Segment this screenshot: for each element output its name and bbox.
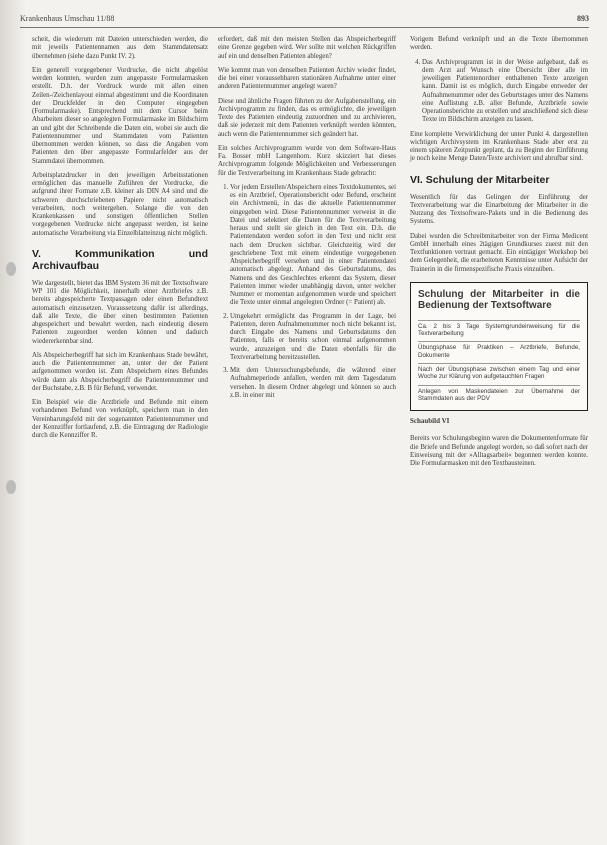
list-item: 1. Vor jedem Erstellen/Abspeichern eines Textdokumentes, sei es ein Arztbrief, Operationsbericht oder Befund, erscheint ein Archivmenü, in das die aktuelle Patientennummer eingegeben wird. Diese Patientennummer verweist in die Datei und selektiert die Daten für die Textverarbeitung heraus und stellt sie gleich in den Text ein. D.h. die Patientendaten werden sofort in den Text und nicht erst nach dem Drucken sichtbar. Gleichzeitig wird der geschriebene Text mit einem eindeutige vorgegebenen Abspeicherbegriff versehen und in einer Patientendatei automatisch abgelegt. Anhand des Geburtsdatums, des Namens und des Geschlechtes erkennt das System, dieser Patienten immer wieder unabhängig davon, unter welcher Nummer er momentan aufgenommen wurde und speichert die Texte unter einmal angelegten Ordner (= Patient) ab. <box>230 184 396 308</box>
column-3 <box>410 36 588 474</box>
journal-title: Krankenhaus Umschau 11/88 <box>20 14 115 23</box>
info-box <box>410 282 588 411</box>
section-heading: V. Kommunikation und Archivaufbau <box>32 247 208 272</box>
page-header <box>20 14 589 28</box>
paragraph: Wesentlich für das Gelingen der Einführung der Textverarbeitung war die Einarbeitung der Mitarbeiter in die Nutzung des Textsoftware-Pakets und in die Bedienung des Systems. <box>410 193 588 226</box>
paragraph: Wie kommt man von denselben Patienten Archiv wieder findet, die bei einer voraussehbaren stationären Aufnahme unter einer anderen Patientennummer angelegt waren? <box>218 66 396 91</box>
section-heading: VI. Schulung der Mitarbeiter <box>410 173 550 186</box>
list-item: 3. Mit dem Untersuchungsbefunde, die während einer Aufnahmeperiode anfallen, werden mit dem Tagesdatum versehen. In diesem Ordner abgelegt und können so auch z.B. in einer mit <box>230 367 396 400</box>
info-box-item: Übungsphase für Praktiken – Arztbriefe, Befunde, Dokumente <box>418 341 580 359</box>
info-box-title: Schulung der Mitarbeiter in die Bedienung der Textsoftware <box>418 288 580 312</box>
figure-caption: Schaubild VI <box>410 417 450 426</box>
header-rule <box>20 27 589 28</box>
paragraph: Bereits vor Schulungsbeginn waren die Dokumentenformate für die Briefe und Befunde angelegt worden, so daß sofort nach der Einweisung mit der »Alltagsarbeit« begonnen werden konnte. Die Formularmasken mit den Textbausteinen. <box>410 435 588 468</box>
numbered-list <box>410 59 588 125</box>
paragraph: Als Abspeicherbegriff hat sich im Krankenhaus Stade bewährt, auch die Patientennummer an, unter der der Patient aufgenommen worden ist. Zum Abspeichern eines Befundes würde dann als Abspeicherbegriff die Patientennummer und der Buchstabe, z.B. B für Befund, verwendet. <box>32 351 208 392</box>
paragraph: Ein generell vorgegebener Vordrucke, die nicht abgelöst werden konnten, wurden zum angepasste Formularmasken erstellt. D.h. der Vordruck wurde mit allen einen Zeilen-/Zeichenlayout einmal abgestimmt und die Koordinaten der Druckfelder in den Computer eingegeben (Formularmaske). Entsprechend mit dem Cursor beim Abarbeiten dieser so angelegten Formularmaske im Bildschirm an und gibt der Schreibende die Daten ein, wobei sie auch die Patientennummer und Stammdaten vom Patienten übernommen werden können, so dass die Angaben vom Patienten den über angepasste Formularfelder aus der Stammdatei übernommen. <box>32 66 208 165</box>
numbered-list <box>218 184 396 400</box>
paragraph: Diese und ähnliche Fragen führten zu der Aufgabenstellung, ein Archivprogramm zu finden, das es ermöglichte, die jeweiligen Texte des Patienten eindeutig zuzuordnen und zu archivieren, daß sie jederzeit mit dem Patienten verknüpft werden könnten, auch wenn die Patientennummer sich geändert hat. <box>218 97 396 138</box>
paragraph: Wie dargestellt, bietet das IBM System 36 mit der Textsoftware WP 101 die Möglichkeit, innerhalb einer Arztbriefes z.B. bereits abgespeicherte Textpassagen oder einen Befundtext automatisch einzusetzen. Voraussetzung dafür ist allerdings, daß alle Texte, die über einen bestimmten Patienten abgespeichert und bewahrt werden, nach eindeutig diesem Patienten zugeordnet werden können und dadurch wiedererkennbar sind. <box>32 279 208 345</box>
info-box-item: Anlegen von Maskendateien zur Übernahme der Stammdaten aus der PDV <box>418 385 580 403</box>
paragraph: Dabei wurden die Schreibmitarbeiter von der Firma Medicent GmbH innerhalb eines 2tägigen Grundkurses zuerst mit den Textfunktionen vertraut gemacht. Ein eintägiger Workshop bei dem Gelegenheit, die erarbeiteten Kenntnisse unter Aufsicht der Trainerin in die firmenspezifische Praxis einzuüben. <box>410 232 588 273</box>
list-item: 2. Umgekehrt ermöglicht das Programm in der Lage, bei Patienten, deren Aufnahmenummer noch nicht bekannt ist, durch Eingabe des Namens und Geburtsdatums den Patienten, falls er bereits schon einmal aufgenommen wurde, anzuzeigen und die Daten ebenfalls für die Textverarbeitung bereitzustellen. <box>230 313 396 363</box>
paragraph: Arbeitsplatzdrucker in den jeweiligen Arbeitsstationen ermöglichen das manuelle Zuführen der Vordrucke, die aufgrund ihrer Formate z.B. kleiner als DIN A4 sind und die schweren durchschriebenen Papiere nicht automatisch verarbeiten, noch weitergehen. Solange die von den Krankenkassen und sonstigen öffentlichen Stellen vorgegebenen Vordrucke nicht angepasst werden, ist keine automatische Verarbeitung via Einzelblatteinzug nicht möglich. <box>32 171 208 237</box>
punch-hole <box>6 262 16 276</box>
paragraph: Ein Beispiel wie die Arztbriefe und Befunde mit einem vorhandenen Befund von verknüpft, speichern man in den Vereinbarungsfeld mit der sogenannten Patientennummer und der Kennziffer fortlaufend, z.B. die Eintragung der Radiologie durch die Kennziffer R. <box>32 399 208 439</box>
paragraph: erfordert, daß mit den meisten Stellen das Abspeicherbegriff eine Grenze gegeben wird. Wer sollte mit welchen Rückgriffen auf ein und denselben Patienten ablegen? <box>218 36 396 60</box>
column-2 <box>218 36 396 406</box>
page-binding-shadow <box>0 0 26 845</box>
paragraph: Vorigem Befund verknüpft und an die Texte übernommen werden. <box>410 36 588 52</box>
column-1 <box>32 36 208 446</box>
punch-hole <box>6 480 16 494</box>
paragraph: scheit, die wiederum mit Dateien unterschieden werden, die mit jeweils Patientennamen aus dem Stammdatensatz übernehmen (siehe dazu Punkt IV. 2). <box>32 36 208 60</box>
list-item: 4. Das Archivprogramm ist in der Weise aufgebaut, daß es dem Arzt auf Wunsch eine Übersicht über alle im jeweiligen Patientenordner enthaltenen Texte anzeigen kann. Damit ist es möglich, durch Eingabe entweder der Aufnahmenummer oder des Geburtstages unter des Namens eine Auflistung z.B. aller Befunde, Arztbriefe sowie Operationsberichte zu erstellen und anschließend sich diese Texte im Bildschirm anzeigen zu lassen. <box>422 59 588 125</box>
page-number: 893 <box>577 14 589 23</box>
info-box-item: Nach der Übungsphase zwischen einem Tag und einer Woche zur Klärung von aufgetauchten Fragen <box>418 363 580 381</box>
info-box-item: Ca. 2 bis 3 Tage Systemgrundeinweisung für die Textverarbeitung <box>418 320 580 338</box>
paragraph: Ein solches Archivprogramm wurde von dem Software-Haus Fa. Bosser mbH Langenhorn. Kurz skizziert hat dieses Archivprogramm folgende Möglichkeiten und Verbesserungen für die Textverarbeitung im Krankenhaus Stade gebracht: <box>218 144 396 177</box>
paragraph: Eine komplette Verwirklichung der unter Punkt 4. dargestellten wichtigen Archivsystem im Krankenhaus Stade aber erst zu einem späteren Zeitpunkt geplant, da zu Beginn der Einführung je noch keine Menge Daten/Texte archiviert und abrufbar sind. <box>410 130 588 163</box>
